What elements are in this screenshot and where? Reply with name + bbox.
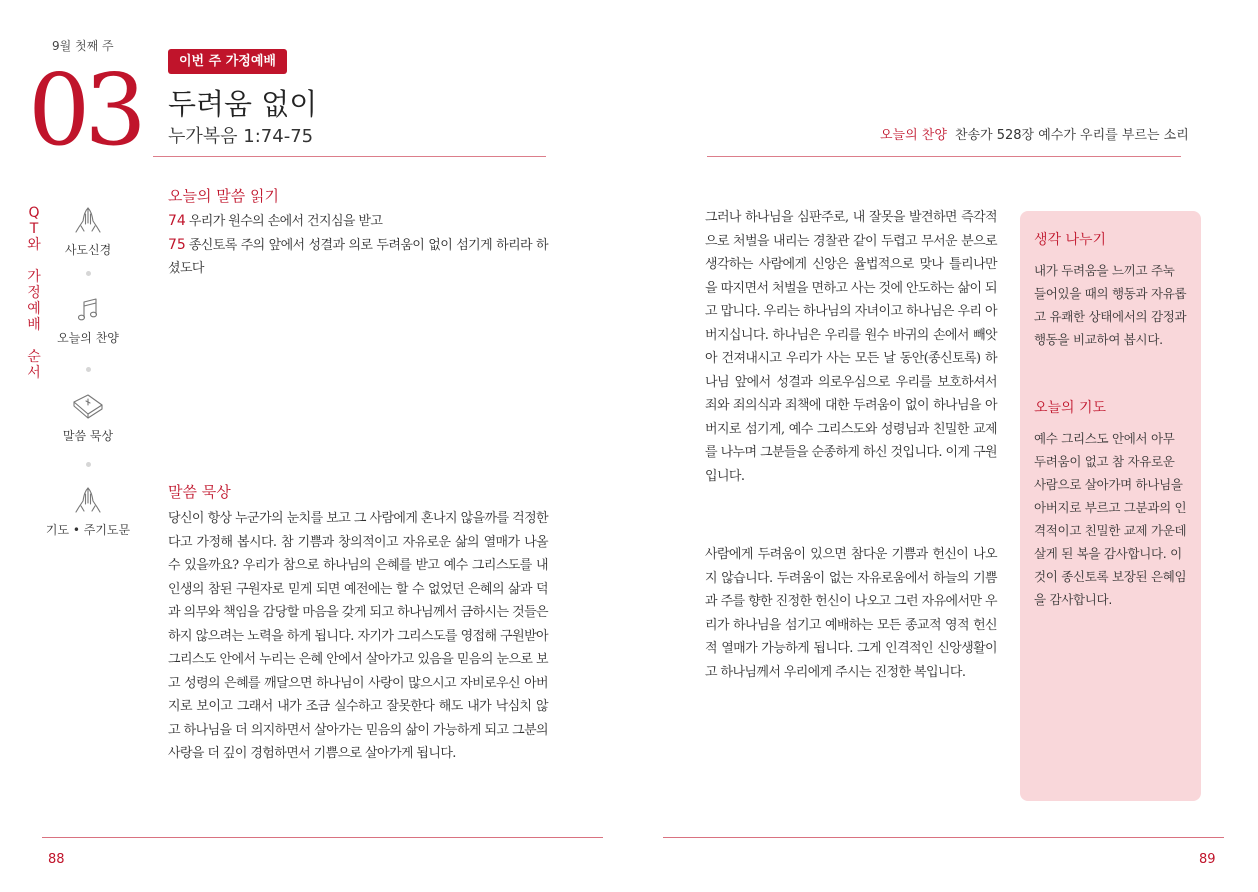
discussion-box bbox=[1020, 211, 1201, 801]
page-title: 두려움 없이 bbox=[168, 87, 318, 121]
step-label: 오늘의 찬양 bbox=[57, 331, 119, 345]
praying-hands-icon bbox=[71, 205, 105, 235]
share-text: 내가 두려움을 느끼고 주눅 들어있을 때의 행동과 자유롭고 유쾌한 상태에서의 감정과 행동을 비교하여 봅시다. bbox=[1034, 263, 1187, 347]
body-paragraph: 그러나 하나님을 심판주로, 내 잘못을 발견하면 즉각적으로 처벌을 내리는 경찰관 같이 두렵고 무서운 분으로 생각하는 사람에게 신앙은 율법적으로 맞나 틀리나만을 따지면서 처벌을 면하고 사는 것에 안도하는 삶이 되고 맙니다. 우리는 하나님의 자녀이고 하나님은 우리 아버지십니다. 하나님은 우리를 원수 바귀의 손에서 빼앗아 건져내시고 우리가 사는 모든 날 동안(종신토록) 하나님 앞에서 성결과 의로우심으로 우리를 보호하셔서 죄와 죄의식과 죄책에 대한 두려움이 없이 하나님을 아버지로 섬기게, 예수 그리스도와 성령님과 친밀한 교제를 나누며 그분들을 순종하게 하신 것입니다. 이게 구원입니다. bbox=[705, 210, 997, 484]
step-separator-dot bbox=[86, 367, 91, 372]
step-hymn bbox=[38, 297, 138, 346]
hymn-line bbox=[880, 124, 1189, 143]
hymn-title: 찬송가 528장 예수가 우리를 부르는 소리 bbox=[954, 128, 1189, 143]
step-label: 사도신경 bbox=[64, 243, 112, 257]
scripture-reference: 누가복음 1:74-75 bbox=[168, 126, 314, 147]
page-number-left: 88 bbox=[48, 852, 65, 867]
side-label-char: 정 bbox=[27, 285, 41, 301]
step-separator-dot bbox=[86, 462, 91, 467]
verse-text: 종신토록 주의 앞에서 성결과 의로 두려움이 없이 섬기게 하리라 하셨도다 bbox=[168, 237, 548, 276]
prayer-heading: 오늘의 기도 bbox=[1034, 400, 1107, 416]
prayer-text: 예수 그리스도 안에서 아무 두려움이 없고 참 자유로운 사람으로 살아가며 하나님을 아버지로 부르고 그분과의 인격적이고 친밀한 교제 가운데 살게 된 복을 감사합니다. 이것이 종신토록 보장된 은혜임을 감사합니다. bbox=[1034, 431, 1187, 607]
page-number-right: 89 bbox=[1199, 852, 1216, 867]
divider bbox=[663, 837, 1224, 838]
reading-verses bbox=[168, 210, 548, 281]
side-label-char: Q bbox=[28, 205, 40, 221]
hymn-label: 오늘의 찬양 bbox=[880, 128, 947, 143]
step-creed bbox=[38, 205, 138, 258]
step-separator-dot bbox=[86, 271, 91, 276]
reading-heading: 오늘의 말씀 읽기 bbox=[168, 187, 279, 205]
category-badge: 이번 주 가정예배 bbox=[168, 49, 287, 74]
side-label-char: 와 bbox=[27, 237, 41, 253]
side-label-char: 예 bbox=[27, 301, 41, 317]
divider bbox=[707, 156, 1181, 157]
week-label: 9월 첫째 주 bbox=[52, 39, 114, 53]
verse-number: 75 bbox=[168, 236, 186, 253]
praying-hands-icon bbox=[71, 485, 105, 515]
side-label-char: T bbox=[29, 221, 39, 237]
verse-75 bbox=[168, 234, 548, 281]
side-label-char: 순 bbox=[27, 349, 41, 365]
bible-icon bbox=[70, 391, 106, 421]
meditation-body: 당신이 항상 누군가의 눈치를 보고 그 사람에게 혼나지 않을까를 걱정한다고 가정해 봅시다. 참 기쁨과 창의적이고 자유로운 삶의 열매가 나올 수 있을까요? 우리가 참으로 하나님의 은혜를 받고 예수 그리스도를 내 인생의 참된 구원자로 믿게 되면 예전에는 할 수 없었던 은혜의 삶과 덕과 의무와 책임을 감당할 마음을 갖게 되고 하나님께서 금하시는 것들은 하지 않으려는 노력을 하게 됩니다. 자기가 그리스도를 영접해 구원받아 그리스도 안에서 누리는 은혜 안에서 살아가고 있음을 믿음의 눈으로 보고 성령의 은혜를 깨달으면 하나님이 사랑이 많으시고 자비로우신 아버지로 보이고 그래서 내가 조금 실수하고 잘못한다 해도 내가 낙심치 않고 하나님을 더 의지하면서 살아가는 믿음의 삶이 가능하게 되고 그분의 사랑을 더 깊이 경험하면서 기쁨으로 살아가게 됩니다. bbox=[168, 511, 548, 761]
step-label: 기도 • 주기도문 bbox=[45, 523, 131, 537]
share-heading: 생각 나누기 bbox=[1034, 232, 1107, 248]
divider bbox=[42, 837, 603, 838]
step-label: 말씀 묵상 bbox=[62, 429, 114, 443]
music-note-icon bbox=[71, 297, 105, 323]
side-label-char: 가 bbox=[27, 269, 41, 285]
verse-text: 우리가 원수의 손에서 건지심을 받고 bbox=[188, 214, 383, 229]
lesson-number: 03 bbox=[28, 54, 141, 168]
divider bbox=[153, 156, 546, 157]
body-paragraph: 사람에게 두려움이 있으면 참다운 기쁨과 헌신이 나오지 않습니다. 두려움이 없는 자유로움에서 하늘의 기쁨과 주를 향한 진정한 헌신이 나오고 그런 자유에서만 우리가 하나님을 섬기고 예배하는 모든 종교적 영적 헌신적 열매가 가능하게 됩니다. 그게 인격적인 신앙생활이고 하나님께서 우리에게 주시는 진정한 복입니다. bbox=[705, 547, 997, 680]
side-label-char: 서 bbox=[27, 365, 41, 381]
side-label-char: 배 bbox=[27, 317, 41, 333]
verse-number: 74 bbox=[168, 213, 186, 229]
step-prayer bbox=[38, 485, 138, 538]
meditation-heading: 말씀 묵상 bbox=[168, 483, 231, 501]
step-meditation bbox=[38, 391, 138, 444]
verse-74 bbox=[168, 210, 548, 234]
